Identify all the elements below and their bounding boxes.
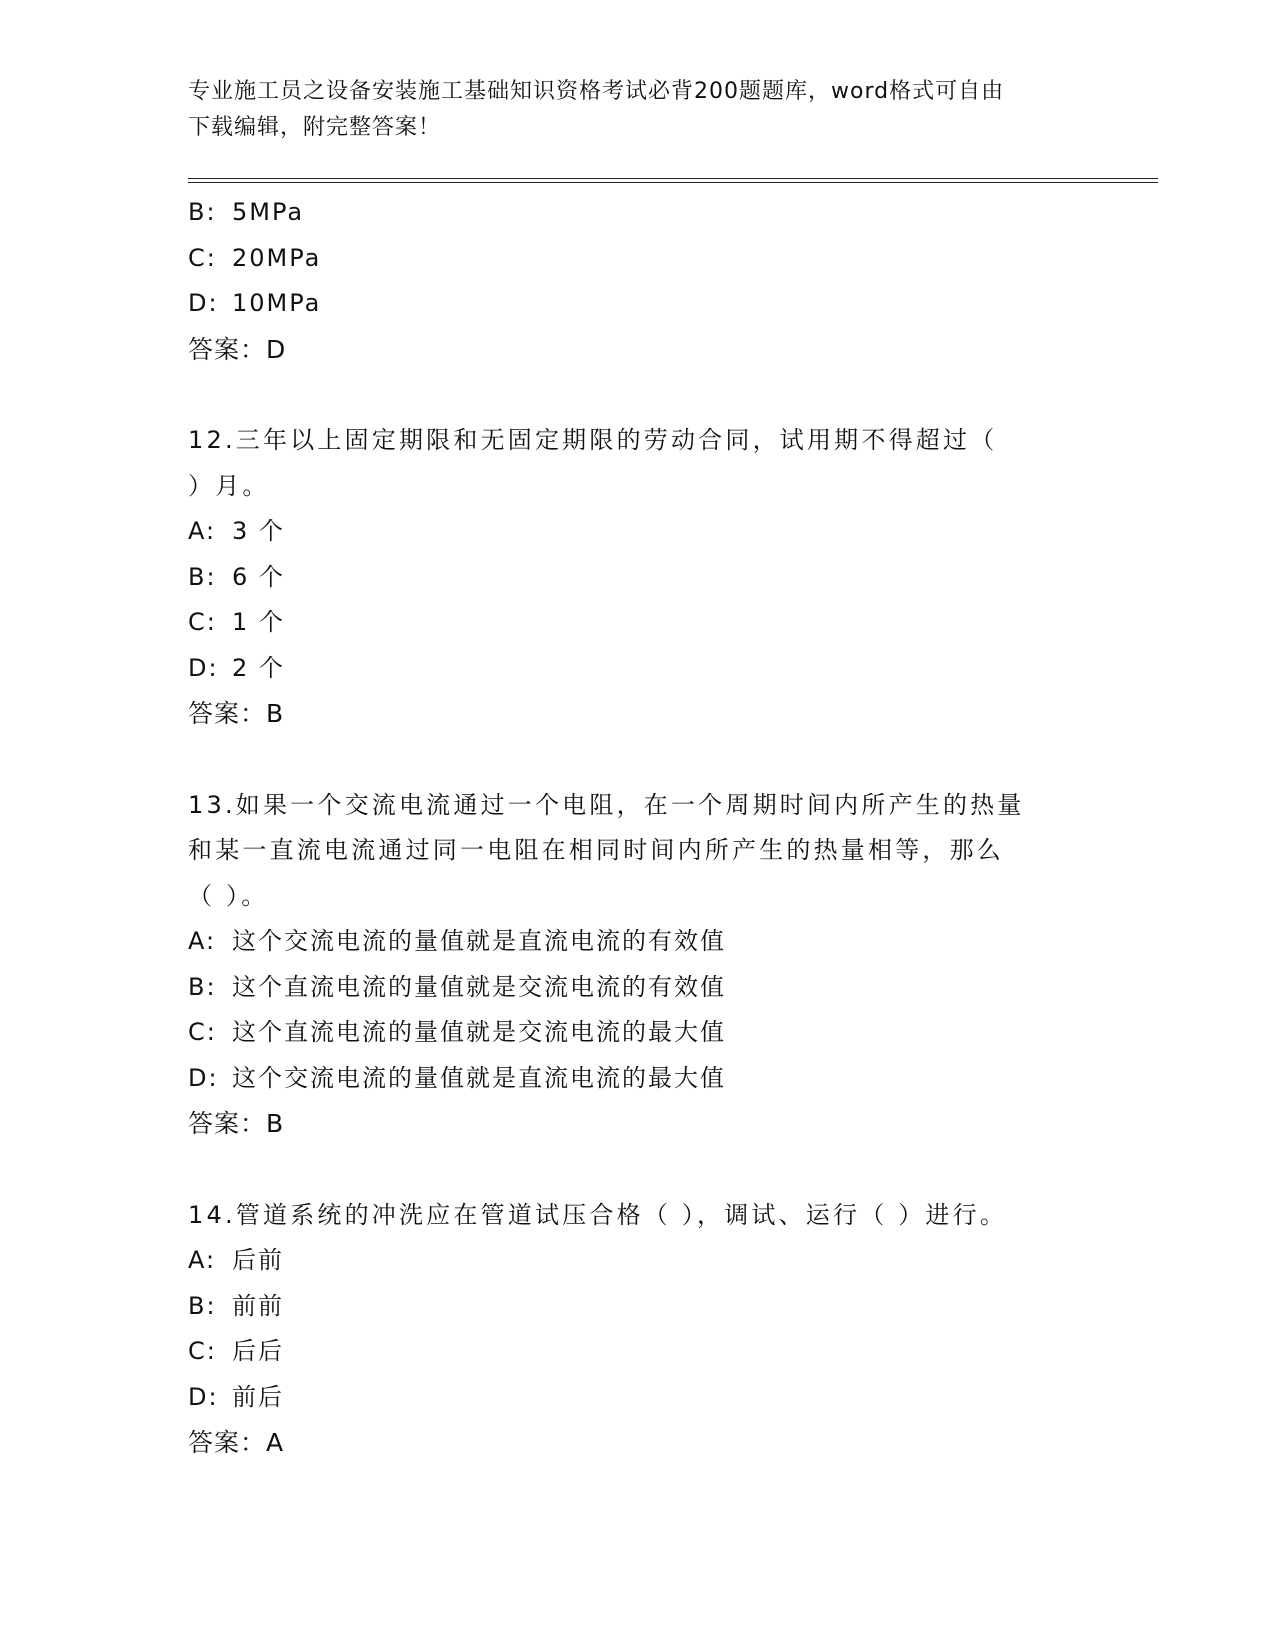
option-b [188, 190, 1088, 236]
spacer [188, 1147, 1088, 1193]
document-header [188, 74, 1088, 146]
option-b [188, 555, 1088, 601]
option-text: 后后 [232, 1337, 284, 1365]
option-text: 前后 [232, 1382, 284, 1411]
option-text: 10MPa [232, 289, 322, 317]
answer-line: 答案：D [188, 334, 287, 364]
option-label: C: [188, 1337, 217, 1365]
header-divider-bottom [188, 182, 1158, 183]
spacer [188, 737, 1088, 783]
option-a [188, 919, 1088, 965]
option-label: C: [188, 243, 217, 272]
header-divider-top [188, 178, 1158, 179]
option-label: B: [188, 972, 217, 1001]
option-text: 6 个 [232, 562, 285, 591]
answer-line: 答案：A [188, 1428, 285, 1457]
option-b [188, 1284, 1088, 1330]
header-title-line-2: 下载编辑，附完整答案！ [188, 115, 442, 140]
answer-line: 答案：B [188, 1109, 285, 1138]
question-13-block [188, 783, 1088, 1147]
option-label: B: [188, 198, 217, 226]
option-d [188, 281, 1088, 327]
question-12-block [188, 418, 1088, 737]
option-a [188, 509, 1088, 555]
option-d [188, 1056, 1088, 1102]
question-14-block [188, 1193, 1088, 1466]
option-text: 20MPa [232, 243, 322, 272]
question-stem-line: ）月。 [188, 471, 270, 500]
option-c [188, 600, 1088, 646]
question-stem-line: 12.三年以上固定期限和无固定期限的劳动合同，试用期不得超过（ [188, 426, 998, 454]
option-label: D: [188, 289, 219, 317]
option-label: A: [188, 517, 217, 545]
option-text: 1 个 [232, 608, 285, 636]
answer-line: 答案：B [188, 699, 285, 728]
option-c [188, 1329, 1088, 1375]
option-c [188, 236, 1088, 282]
option-label: D: [188, 1063, 219, 1092]
option-label: C: [188, 608, 217, 636]
option-label: B: [188, 1291, 217, 1320]
option-text: 5MPa [232, 198, 305, 226]
option-text: 这个直流电流的量值就是交流电流的有效值 [232, 972, 726, 1001]
option-text: 这个交流电流的量值就是直流电流的最大值 [232, 1063, 726, 1092]
question-stem-line: 14.管道系统的冲洗应在管道试压合格（ ），调试、运行（ ）进行。 [188, 1200, 1008, 1229]
option-c [188, 1010, 1088, 1056]
question-content [188, 190, 1088, 1466]
option-text: 这个交流电流的量值就是直流电流的有效值 [232, 927, 726, 955]
question-stem-line: （ ）。 [188, 881, 269, 910]
spacer [188, 372, 1088, 418]
option-text: 3 个 [232, 517, 285, 545]
option-d [188, 1375, 1088, 1421]
question-stem-line: 13.如果一个交流电流通过一个电阻，在一个周期时间内所产生的热量 [188, 790, 1025, 819]
option-text: 2 个 [232, 653, 285, 682]
question-11-block [188, 190, 1088, 372]
option-text: 前前 [232, 1291, 284, 1320]
option-label: B: [188, 562, 217, 591]
option-label: A: [188, 927, 217, 955]
option-label: D: [188, 653, 219, 682]
option-text: 这个直流电流的量值就是交流电流的最大值 [232, 1018, 726, 1046]
option-b [188, 965, 1088, 1011]
option-a [188, 1238, 1088, 1284]
header-title-line-1: 专业施工员之设备安装施工基础知识资格考试必背200题题库，word格式可自由 [188, 79, 1005, 104]
option-label: C: [188, 1018, 217, 1046]
question-stem-line: 和某一直流电流通过同一电阻在相同时间内所产生的热量相等，那么 [188, 836, 1004, 864]
option-label: D: [188, 1382, 219, 1411]
option-d [188, 646, 1088, 692]
option-text: 后前 [232, 1246, 284, 1274]
option-label: A: [188, 1246, 217, 1274]
